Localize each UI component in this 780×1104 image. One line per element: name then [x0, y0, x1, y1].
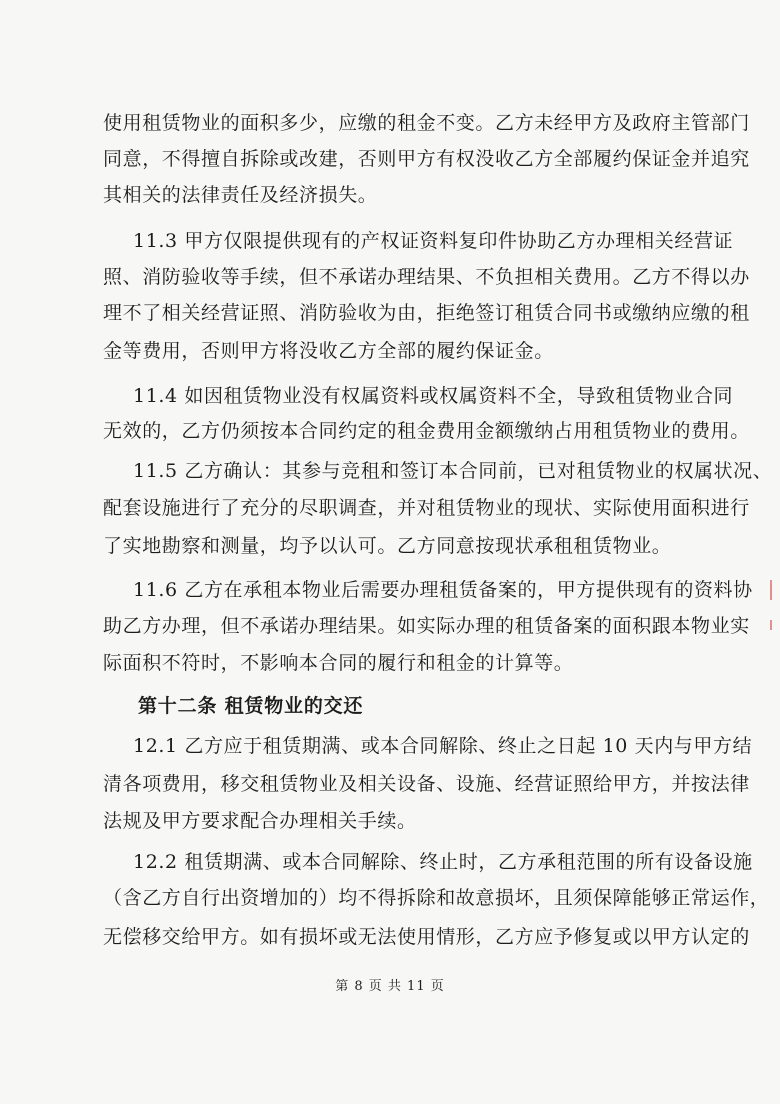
clause-11-3: 11.3 甲方仅限提供现有的产权证资料复印件协助乙方办理相关经营证	[133, 230, 734, 252]
clause-11-6: 11.6 乙方在承租本物业后需要办理租赁备案的，甲方提供现有的资料协	[133, 579, 753, 601]
text-line: 无效的，乙方仍须按本合同约定的租金费用金额缴纳占用租赁物业的费用。	[103, 420, 750, 442]
seal-edge-mark	[770, 580, 772, 600]
clause-12-1: 12.1 乙方应于租赁期满、或本合同解除、终止之日起 10 天内与甲方结	[133, 735, 753, 757]
section-heading: 第十二条 租赁物业的交还	[138, 695, 364, 717]
text-line: 照、消防验收等手续，但不承诺办理结果、不负担相关费用。乙方不得以办	[103, 266, 750, 288]
text-line: 无偿移交给甲方。如有损坏或无法使用情形，乙方应予修复或以甲方认定的	[103, 926, 750, 948]
text-line: 配套设施进行了充分的尽职调查，并对租赁物业的现状、实际使用面积进行	[103, 497, 750, 519]
clause-12-2: 12.2 租赁期满、或本合同解除、终止时，乙方承租范围的所有设备设施	[133, 851, 753, 873]
text-line: 同意，不得擅自拆除或改建，否则甲方有权没收乙方全部履约保证金并追究	[103, 148, 750, 170]
text-line: 际面积不符时，不影响本合同的履行和租金的计算等。	[103, 652, 574, 674]
text-line: 助乙方办理，但不承诺办理结果。如实际办理的租赁备案的面积跟本物业实	[103, 615, 750, 637]
text-line: （含乙方自行出资增加的）均不得拆除和故意损坏，且须保障能够正常运作，	[103, 887, 770, 909]
clause-11-4: 11.4 如因租赁物业没有权属资料或权属资料不全，导致租赁物业合同	[133, 385, 734, 407]
clause-11-5: 11.5 乙方确认：其参与竞租和签订本合同前，已对租赁物业的权属状况、	[133, 460, 773, 482]
page-number: 第 8 页 共 11 页	[335, 979, 445, 994]
text-line: 使用租赁物业的面积多少，应缴的租金不变。乙方未经甲方及政府主管部门	[103, 112, 750, 134]
text-line: 理不了相关经营证照、消防验收为由，拒绝签订租赁合同书或缴纳应缴的租	[103, 302, 750, 324]
text-line: 其相关的法律责任及经济损失。	[103, 184, 378, 206]
text-line: 金等费用，否则甲方将没收乙方全部的履约保证金。	[103, 340, 554, 362]
text-line: 清各项费用，移交租赁物业及相关设备、设施、经营证照给甲方，并按法律	[103, 773, 750, 795]
text-line: 了实地勘察和测量，均予以认可。乙方同意按现状承租租赁物业。	[103, 535, 672, 557]
text-line: 法规及甲方要求配合办理相关手续。	[103, 810, 417, 832]
seal-edge-mark	[770, 620, 772, 630]
